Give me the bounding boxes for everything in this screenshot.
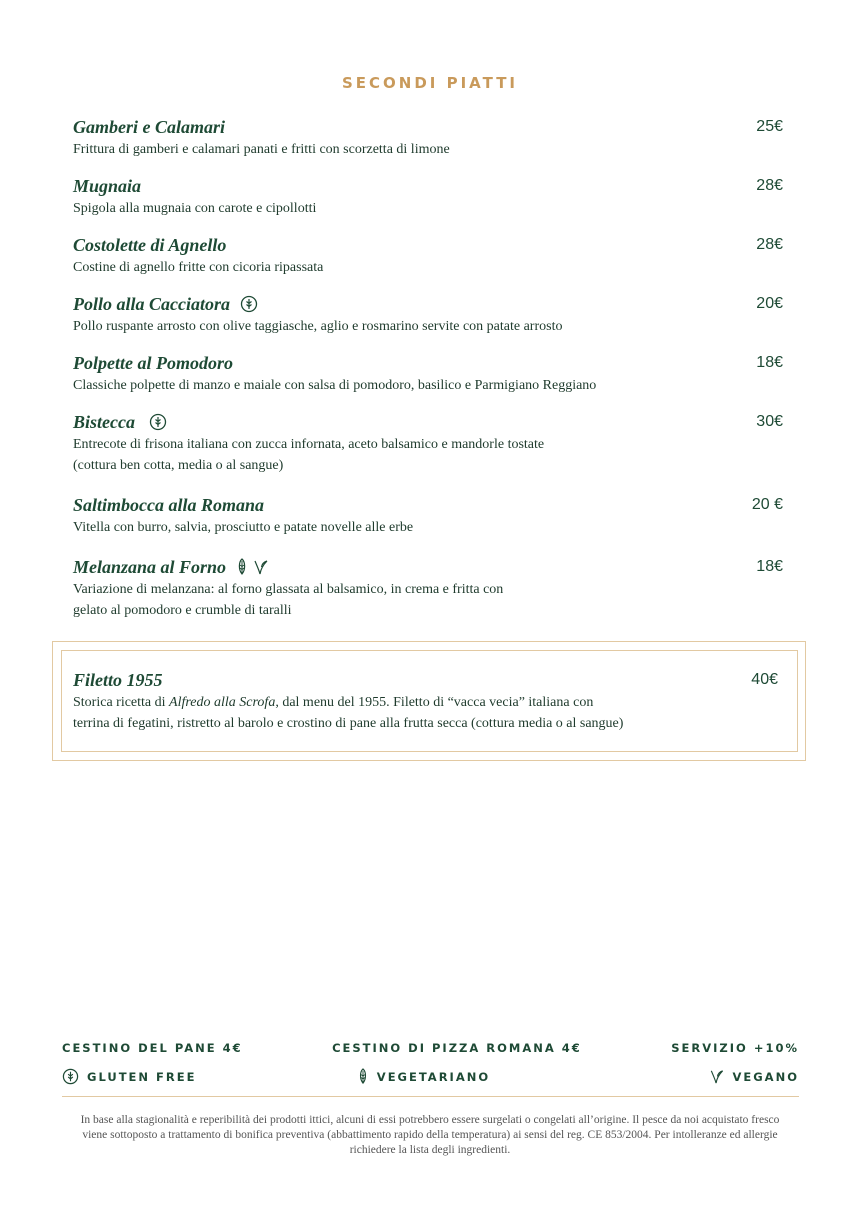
- dish-description: Pollo ruspante arrosto con olive taggiasche, aglio e rosmarino servite con patate arrosto: [73, 319, 563, 334]
- desc-text: Storica ricetta di: [73, 695, 170, 710]
- menu-item: [73, 116, 783, 160]
- dish-description-line: Variazione di melanzana: al forno glassata al balsamico, in crema e fritta con: [73, 582, 504, 597]
- dish-name: Costolette di Agnello: [73, 234, 227, 255]
- menu-item: [73, 352, 783, 396]
- legend-gluten-free: [62, 1068, 196, 1085]
- gluten-free-icon: [149, 413, 167, 431]
- dish-name: Saltimbocca alla Romana: [73, 494, 265, 515]
- dish-name: Bistecca: [73, 411, 135, 432]
- dish-price: 20€: [756, 295, 783, 312]
- dish-name: Melanzana al Forno: [73, 556, 227, 577]
- vegan-icon: [710, 1068, 724, 1085]
- menu-item: [73, 234, 783, 278]
- legend-vegetarian: [357, 1068, 490, 1085]
- section-title: SECONDI PIATTI: [341, 74, 519, 92]
- dish-price: 30€: [756, 413, 783, 430]
- dish-name: Filetto 1955: [73, 669, 163, 690]
- menu-item: [73, 556, 783, 621]
- dish-description-line: terrina di fegatini, ristretto al barolo e crostino di pane alla frutta secca (cottura media o al sangue): [73, 716, 624, 731]
- desc-text: , dal menu del 1955. Filetto di “vacca vecia” italiana con: [275, 695, 594, 710]
- menu-item: [73, 494, 783, 538]
- vegetarian-icon: [357, 1068, 369, 1085]
- dish-price: 40€: [751, 671, 778, 688]
- footer-extras: [62, 1041, 799, 1055]
- dish-name: Pollo alla Cacciatora: [73, 293, 230, 314]
- dish-price: 18€: [756, 354, 783, 371]
- special-menu-item: [73, 669, 778, 734]
- dish-description: [73, 692, 778, 734]
- dish-description: [73, 434, 783, 476]
- dish-description: Costine di agnello fritte con cicoria ripassata: [73, 260, 324, 275]
- menu-item: [73, 175, 783, 219]
- menu-item: [73, 411, 783, 476]
- dish-description: Classiche polpette di manzo e maiale con salsa di pomodoro, basilico e Parmigiano Reggiano: [73, 378, 597, 393]
- menu-item: [73, 293, 783, 337]
- dish-name: Mugnaia: [73, 175, 142, 196]
- vegetarian-icon: [236, 558, 248, 576]
- legend-label: GLUTEN FREE: [87, 1069, 197, 1084]
- legend-label: VEGANO: [732, 1069, 799, 1084]
- legend-label: VEGETARIANO: [376, 1069, 491, 1084]
- dish-price: 28€: [756, 236, 783, 253]
- dish-description-line: [73, 692, 778, 713]
- dish-price: 18€: [756, 558, 783, 575]
- dish-price: 25€: [756, 118, 783, 135]
- footer-legend: [62, 1068, 799, 1085]
- allergen-note: In base alla stagionalità e reperibilità dei prodotti ittici, alcuni di essi potrebbero essere surgelati o congelati all’origine. Il pesce da noi acquistato fresco viene sottoposto a trattamento di bonifica preventiva (abbattimento rapido della temperatura) ai sensi del reg. CE 853/2004. Per intolleranze ed allergie richiedere la lista degli ingredienti.: [80, 1114, 780, 1156]
- dish-description: Vitella con burro, salvia, prosciutto e patate novelle alle erbe: [73, 520, 414, 535]
- footer-divider: [62, 1096, 799, 1097]
- vegan-icon: [254, 558, 268, 576]
- dish-description-line: Entrecote di frisona italiana con zucca infornata, aceto balsamico e mandorle tostate: [73, 437, 545, 452]
- legend-vegan: [710, 1068, 799, 1085]
- bread-basket-price: CESTINO DEL PANE 4€: [62, 1041, 243, 1055]
- gluten-free-icon: [240, 295, 258, 313]
- dish-description: Spigola alla mugnaia con carote e cipollotti: [73, 201, 317, 216]
- dish-description-line: (cottura ben cotta, media o al sangue): [73, 458, 284, 473]
- dish-description-line: gelato al pomodoro e crumble di taralli: [73, 603, 292, 618]
- gluten-free-icon: [62, 1068, 79, 1085]
- dish-price: 28€: [756, 177, 783, 194]
- dish-description: [73, 579, 783, 621]
- dish-name: Polpette al Pomodoro: [73, 352, 233, 373]
- pizza-basket-price: CESTINO DI PIZZA ROMANA 4€: [332, 1041, 582, 1055]
- restaurant-name: Alfredo alla Scrofa: [169, 695, 276, 710]
- service-charge: SERVIZIO +10%: [671, 1041, 799, 1055]
- dish-description: Frittura di gamberi e calamari panati e fritti con scorzetta di limone: [73, 142, 450, 157]
- dish-price: 20 €: [751, 496, 783, 513]
- dish-name: Gamberi e Calamari: [73, 116, 225, 137]
